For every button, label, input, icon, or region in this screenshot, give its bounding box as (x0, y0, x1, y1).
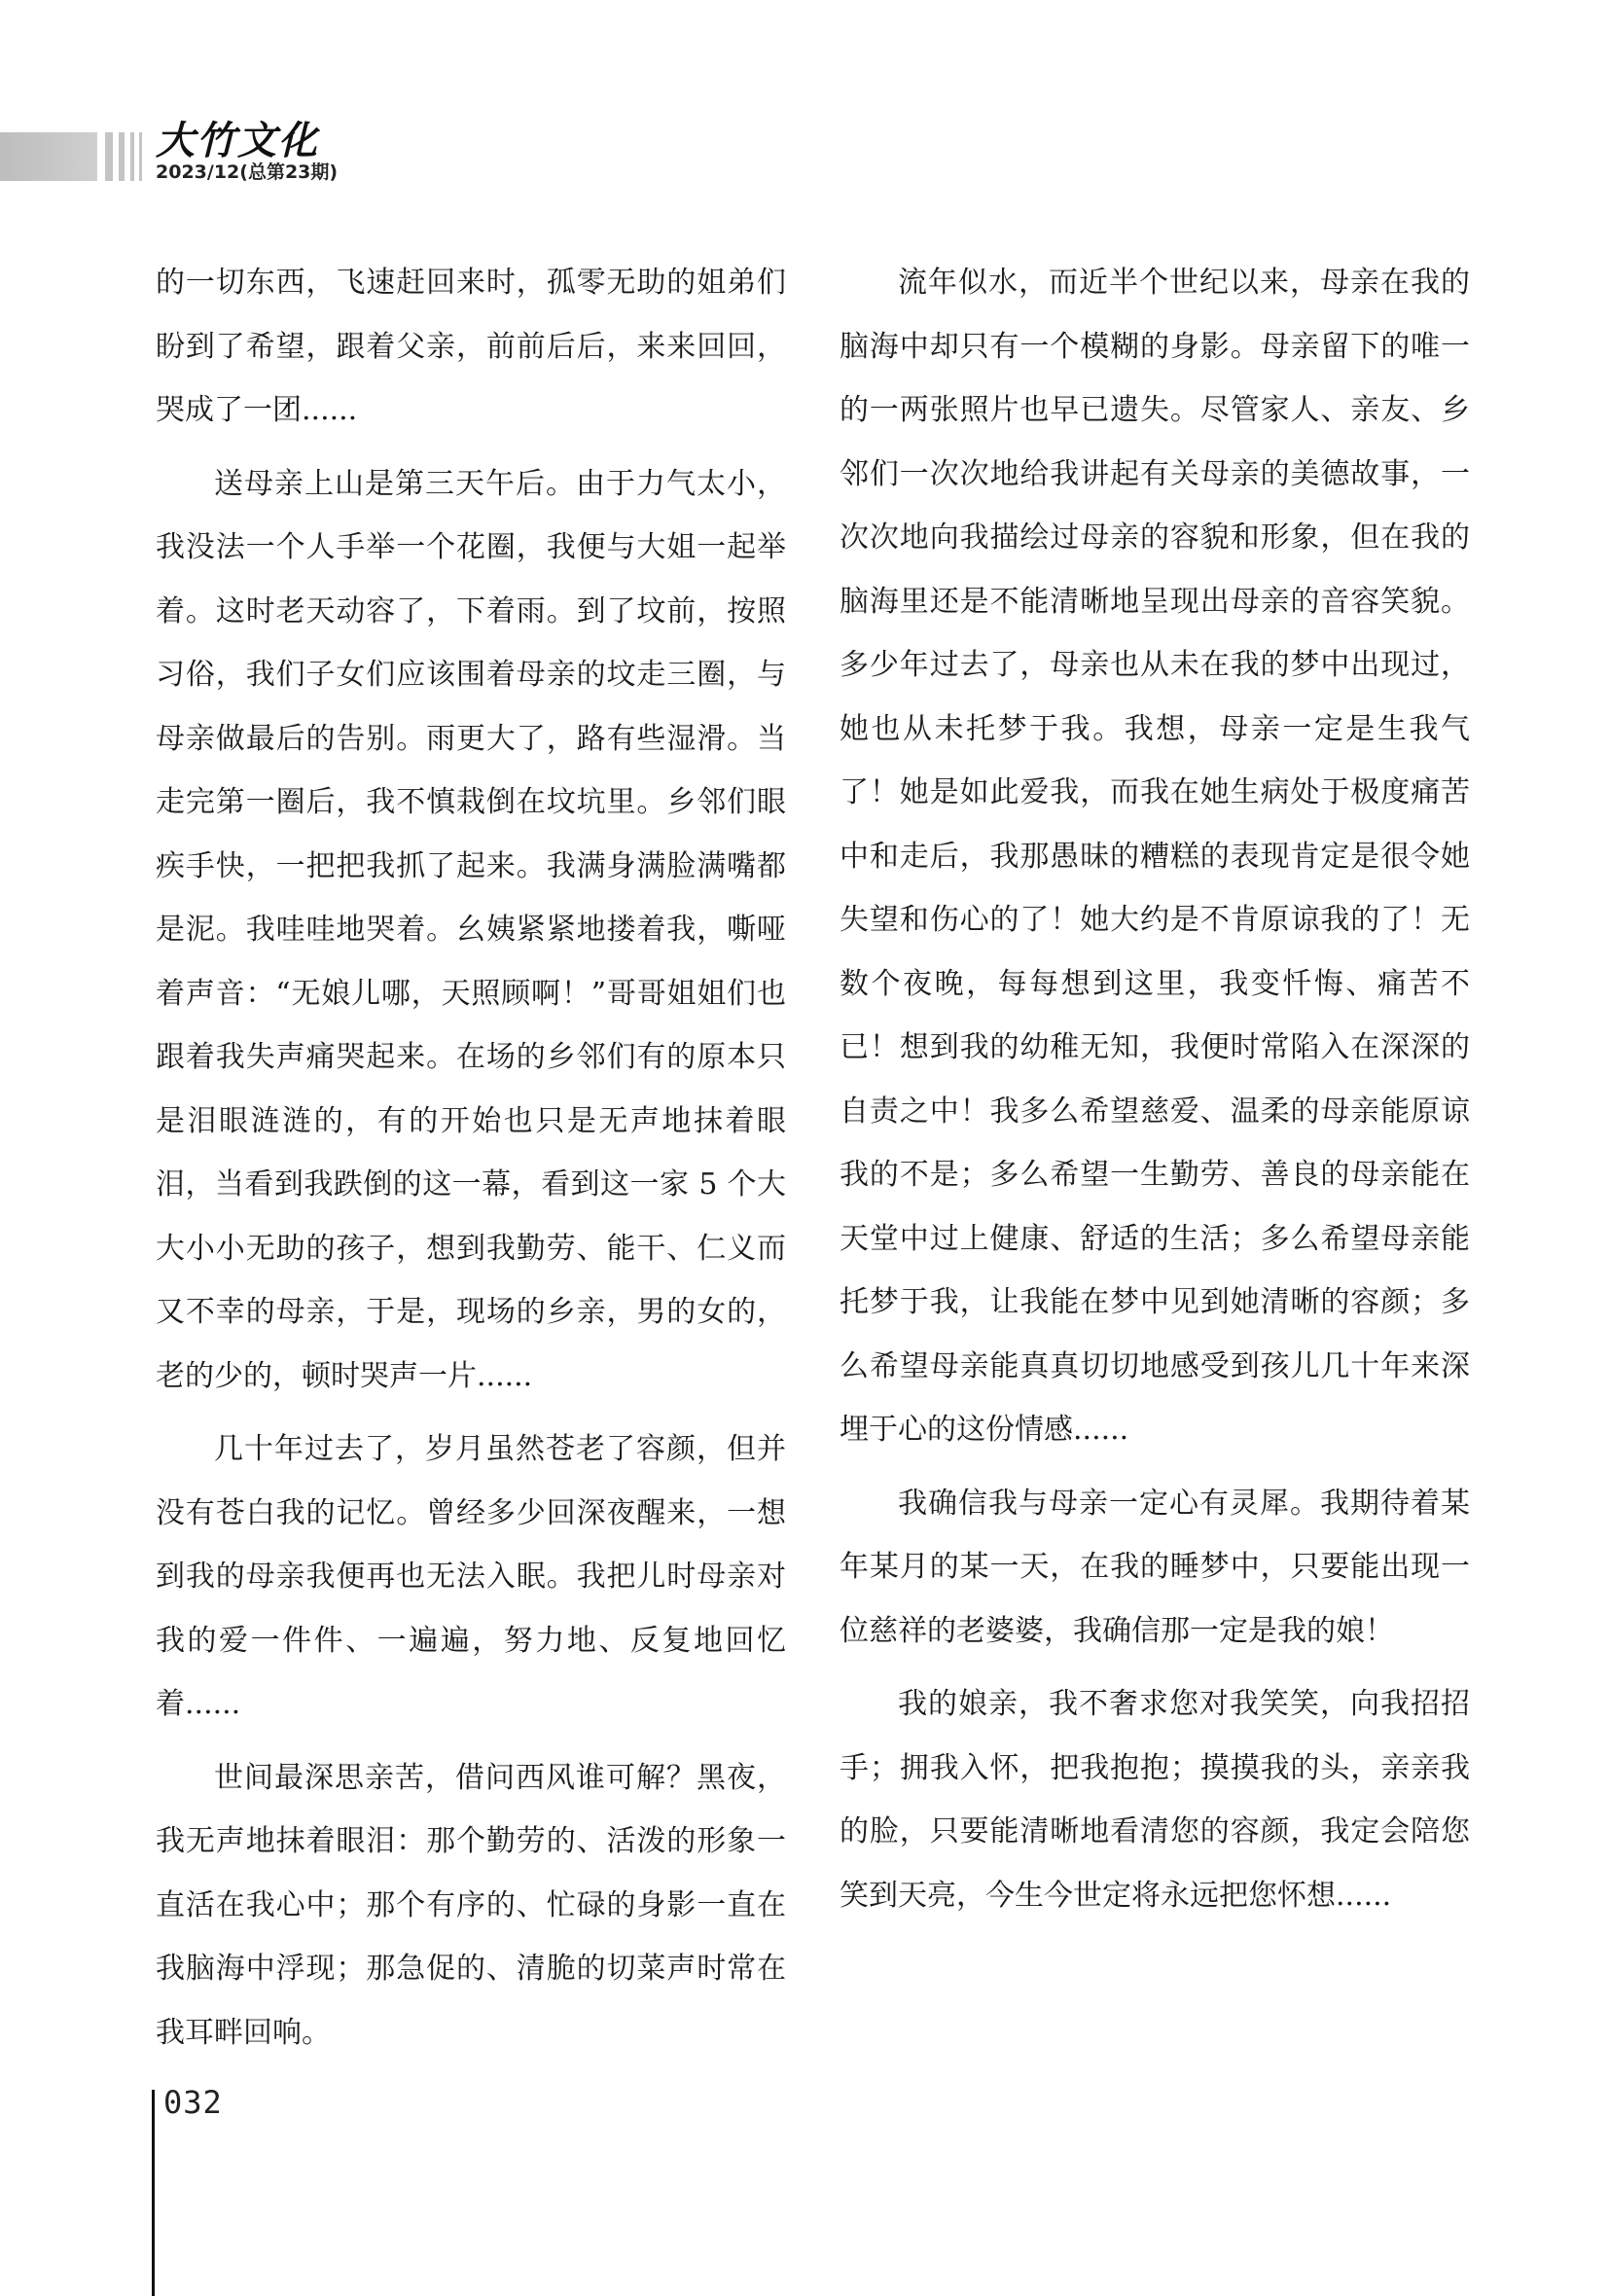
header-stripe (105, 132, 113, 181)
paragraph: 我确信我与母亲一定心有灵犀。我期待着某年某月的某一天，在我的睡梦中，只要能出现一位慈祥的老婆婆，我确信那一定是我的娘！ (840, 1486, 1470, 1648)
paragraph: 我的娘亲，我不奢求您对我笑笑，向我招招手；拥我入怀，把我抱抱；摸摸我的头，亲亲我的脸，只要能清晰地看清您的容颜，我定会陪您笑到天亮，今生今世定将永远把您怀想...... (840, 1687, 1470, 1913)
paragraph: 世间最深思亲苦，借问西风谁可解？黑夜，我无声地抹着眼泪：那个勤劳的、活泼的形象一直活在我心中；那个有序的、忙碌的身影一直在我脑海中浮现；那急促的、清脆的切菜声时常在我耳畔回响。 (156, 1760, 786, 2050)
issue-label: 2023/12(总第23期) (156, 161, 339, 183)
header-gradient-block (0, 132, 97, 181)
footer-rule (152, 2090, 155, 2296)
paragraph: 几十年过去了，岁月虽然苍老了容颜，但并没有苍白我的记忆。曾经多少回深夜醒来，一想到我的母亲我便再也无法入眠。我把儿时母亲对我的爱一件件、一遍遍，努力地、反复地回忆着...... (156, 1432, 786, 1721)
paragraph: 流年似水，而近半个世纪以来，母亲在我的脑海中却只有一个模糊的身影。母亲留下的唯一的一两张照片也早已遗失。尽管家人、亲友、乡邻们一次次地给我讲起有关母亲的美德故事，一次次地向我描绘过母亲的容貌和形象，但在我的脑海里还是不能清晰地呈现出母亲的音容笑貌。多少年过去了，母亲也从未在我的梦中出现过，她也从未托梦于我。我想，母亲一定是生我气了！她是如此爱我，而我在她生病处于极度痛苦中和走后，我那愚昧的糟糕的表现肯定是很令她失望和伤心的了！她大约是不肯原谅我的了！无数个夜晚，每每想到这里，我变忏悔、痛苦不已！想到我的幼稚无知，我便时常陷入在深深的自责之中！我多么希望慈爱、温柔的母亲能原谅我的不是；多么希望一生勤劳、善良的母亲能在天堂中过上健康、舒适的生活；多么希望母亲能托梦于我，让我能在梦中见到她清晰的容颜；多么希望母亲能真真切切地感受到孩儿几十年来深埋于心的这份情感...... (840, 266, 1470, 1447)
header-decoration-bar (0, 132, 146, 181)
left-column (156, 251, 786, 2074)
right-column (840, 251, 1470, 1937)
header-stripe (130, 132, 134, 181)
magazine-title: 大竹文化 (156, 118, 319, 163)
magazine-logo (156, 118, 339, 183)
page-number: 032 (163, 2084, 223, 2121)
paragraph: 的一切东西，飞速赶回来时，孤零无助的姐弟们盼到了希望，跟着父亲，前前后后，来来回回，哭成了一团...... (156, 266, 786, 427)
header-stripe (119, 132, 125, 181)
paragraph: 送母亲上山是第三天午后。由于力气太小，我没法一个人手举一个花圈，我便与大姐一起举着。这时老天动容了，下着雨。到了坟前，按照习俗，我们子女们应该围着母亲的坟走三圈，与母亲做最后的告别。雨更大了，路有些湿滑。当走完第一圈后，我不慎栽倒在坟坑里。乡邻们眼疾手快，一把把我抓了起来。我满身满脸满嘴都是泥。我哇哇地哭着。幺姨紧紧地搂着我，嘶哑着声音：“无娘儿哪，天照顾啊！”哥哥姐姐们也跟着我失声痛哭起来。在场的乡邻们有的原本只是泪眼涟涟的，有的开始也只是无声地抹着眼泪，当看到我跌倒的这一幕，看到这一家 5 个大大小小无助的孩子，想到我勤劳、能干、仁义而又不幸的母亲，于是，现场的乡亲，男的女的，老的少的，顿时哭声一片...... (156, 466, 786, 1393)
header-stripe (139, 132, 142, 181)
